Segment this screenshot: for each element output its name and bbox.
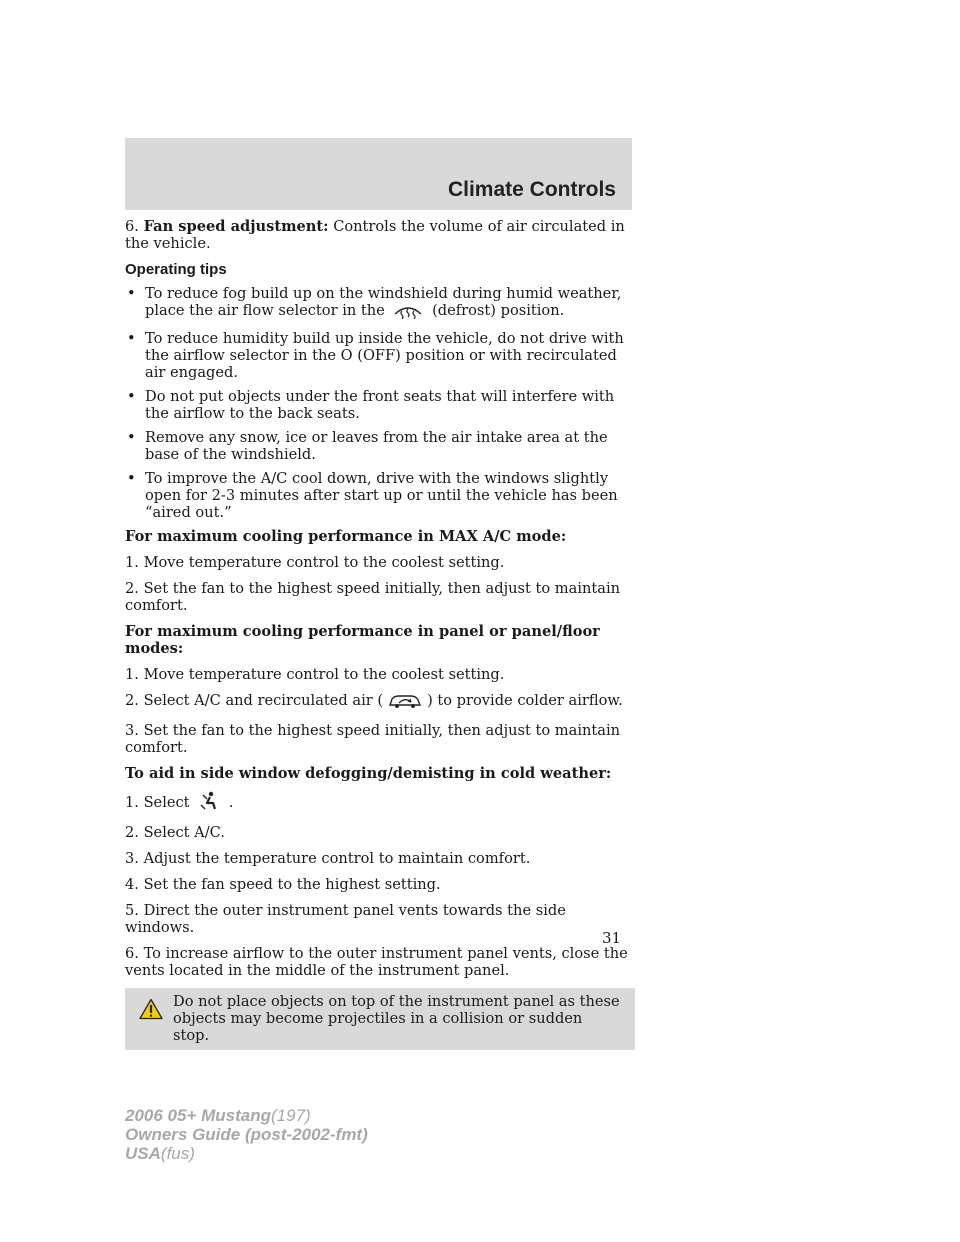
bullet: • <box>127 429 136 446</box>
operating-tips-list <box>125 285 635 521</box>
tip-text: To reduce humidity build up inside the vehicle, do not drive with the airflow selector in the O (OFF) position or with recirculated air engaged. <box>145 330 624 381</box>
footer-line-3 <box>125 1144 368 1163</box>
list-item <box>125 330 635 381</box>
step-text: . <box>228 794 234 811</box>
max-ac-step-2: 2. Set the fan to the highest speed initially, then adjust to maintain comfort. <box>125 580 621 614</box>
section-title: Climate Controls <box>447 178 616 201</box>
bullet: • <box>127 285 136 302</box>
defog-step-5: 5. Direct the outer instrument panel vents towards the side windows. <box>125 902 566 936</box>
list-item <box>125 285 635 323</box>
fan-speed-label: Fan speed adjustment: <box>143 218 329 235</box>
defog-step-2: 2. Select A/C. <box>125 824 225 841</box>
footer-market: USA <box>125 1144 161 1163</box>
list-item <box>125 470 635 521</box>
max-ac-step-1: 1. Move temperature control to the coolest setting. <box>125 554 505 571</box>
footer-model-code: (197) <box>271 1106 311 1125</box>
defog-heading: To aid in side window defogging/demisting in cold weather: <box>125 765 612 782</box>
list-item <box>125 429 635 463</box>
defog-step-6: 6. To increase airflow to the outer instrument panel vents, close the vents located in the middle of the instrument panel. <box>125 945 628 979</box>
footer-market-code: (fus) <box>160 1144 195 1163</box>
footer-doc-info <box>125 1106 368 1163</box>
warning-triangle-icon <box>139 998 163 1024</box>
recirculate-icon <box>387 693 423 713</box>
defog-step-3: 3. Adjust the temperature control to maintain comfort. <box>125 850 531 867</box>
warning-text: Do not place objects on top of the instrument panel as these objects may become projectiles in a collision or sudden stop. <box>173 993 620 1044</box>
defog-step-1 <box>125 791 635 815</box>
panel-step-3: 3. Set the fan to the highest speed initially, then adjust to maintain comfort. <box>125 722 621 756</box>
footer-model: 2006 05+ Mustang <box>125 1106 271 1125</box>
floor-defrost-icon <box>198 791 220 815</box>
bullet: • <box>127 388 136 405</box>
tip-text: Remove any snow, ice or leaves from the air intake area at the base of the windshield. <box>145 429 608 463</box>
operating-tips-heading: Operating tips <box>125 261 227 278</box>
fan-speed-paragraph <box>125 218 635 252</box>
step-text: ) to provide colder airflow. <box>427 692 623 709</box>
footer-line-2: Owners Guide (post-2002-fmt) <box>125 1125 368 1144</box>
step-text: 1. Select <box>125 794 190 811</box>
panel-step-1: 1. Move temperature control to the coolest setting. <box>125 666 505 683</box>
tip-text: Do not put objects under the front seats that will interfere with the airflow to the back seats. <box>145 388 615 422</box>
step-text: 2. Select A/C and recirculated air ( <box>125 692 384 709</box>
defrost-icon <box>393 303 423 323</box>
panel-step-2 <box>125 692 635 713</box>
section-header-band <box>125 138 632 210</box>
tip-text: To improve the A/C cool down, drive with the windows slightly open for 2-3 minutes after start up or until the vehicle has been “aired out.” <box>145 470 618 521</box>
page-content <box>125 218 635 1050</box>
fan-speed-text: Controls the volume of air circulated in the vehicle. <box>125 218 625 252</box>
panel-modes-heading: For maximum cooling performance in panel or panel/floor modes: <box>125 623 600 657</box>
max-ac-heading: For maximum cooling performance in MAX A/C mode: <box>125 528 567 545</box>
tip-text: (defrost) position. <box>432 302 565 319</box>
bullet: • <box>127 470 136 487</box>
warning-box <box>125 988 635 1050</box>
footer-line-1 <box>125 1106 368 1125</box>
bullet: • <box>127 330 136 347</box>
item-number: 6. <box>125 218 139 235</box>
page-number: 31 <box>602 929 622 947</box>
defog-step-4: 4. Set the fan speed to the highest setting. <box>125 876 441 893</box>
tip-text: To reduce fog build up on the windshield during humid weather, place the air flow selector in the <box>145 285 622 319</box>
list-item <box>125 388 635 422</box>
